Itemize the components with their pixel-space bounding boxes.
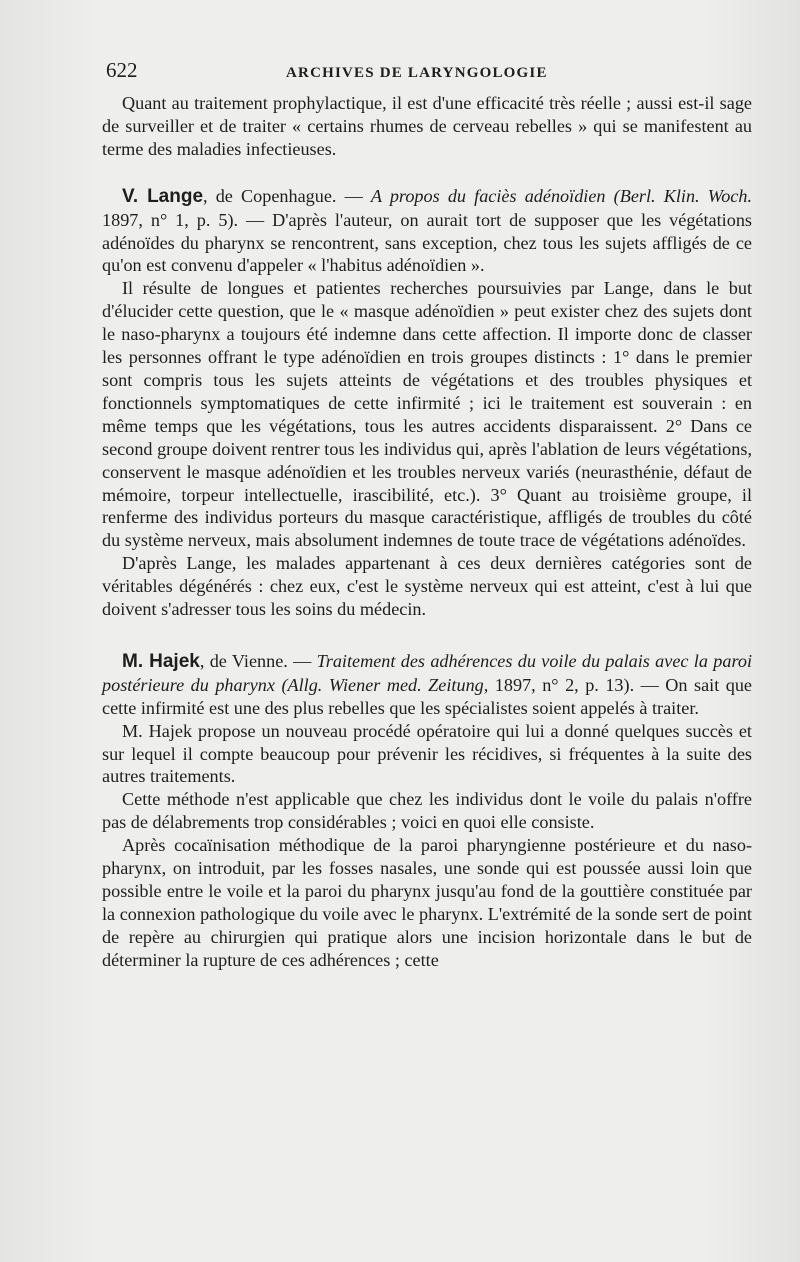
lange-paragraph-2: Il résulte de longues et patientes recherches poursuivies par Lange, dans le but d'élucider cette question, que le « masque adénoïdien » peut exister chez des sujets dont le naso-pharynx a toujours été indemne dans cette affection. Il importe donc de classer les personnes offrant le type adénoïdien en trois groupes distincts : 1° dans le premier sont compris tous les sujets atteints de végétations et des troubles physiques et fonctionnels symptomatiques de cette infirmité ; ici le traitement est souverain : en même temps que les végétations, tous les autres accidents disparaissent. 2° Dans ce second groupe doivent rentrer tous les individus qui, après l'ablation de leurs végétations, conservent le masque adénoïdien et les troubles nerveux variés (neurasthénie, défaut de mémoire, torpeur intellectuelle, irascibilité, etc.). 3° Quant au troisième groupe, il renferme des individus porteurs du masque caractéristique, affligés de troubles du côté du système nerveux, mais absolument indemnes de toute trace de végétations adénoïdes. [102, 278, 752, 551]
section-gap [102, 161, 752, 185]
lange-author: V. Lange [122, 185, 204, 207]
lange-affiliation: , de Copenhague. — [203, 185, 371, 206]
hajek-citation-details: 1897, n° 2, p. 13). — [488, 674, 666, 695]
hajek-author: M. Hajek [122, 650, 200, 672]
page-body [102, 92, 752, 972]
lange-title: A propos du faciès adénoïdien [370, 185, 606, 206]
hajek-paragraph-2: M. Hajek propose un nouveau procédé opératoire qui lui a donné quelques succès et sur lequel il compte beaucoup pour prévenir les récidives, si fréquentes à la suite des autres traitements. [102, 720, 752, 787]
hajek-affiliation: , de Vienne. — [199, 650, 317, 671]
hajek-abstract-lead [102, 650, 752, 720]
hajek-title: Traitement des adhérences du voile du palais avec la paroi postérieure du pharynx [102, 650, 752, 695]
lange-citation-journal: (Berl. Klin. Woch. [613, 185, 753, 206]
lange-paragraph-3: D'après Lange, les malades appartenant à ces deux dernières catégories sont de véritables dégénérés : chez eux, c'est le système nerveux qui est atteint, c'est à lui que doivent s'adresser tous les soins du médecin. [102, 553, 752, 620]
lange-lead-text: D'après l'auteur, on aurait tort de supposer que les végétations adénoïdes du pharynx se rencontrent, sans exception, chez tous les sujets affligés de ce qu'on est convenu d'appeler « l'habitus adénoïdien ». [102, 209, 752, 276]
hajek-lead-text: On sait que cette infirmité est une des plus rebelles que les spécialistes soient appelés à traiter. [102, 674, 753, 718]
page-number: 622 [106, 58, 138, 82]
hajek-citation-journal: (Allg. Wiener med. Zeitung, [281, 674, 489, 695]
lange-citation-details: 1897, n° 1, p. 5). — [102, 209, 273, 230]
lange-abstract-lead [102, 185, 752, 278]
section-gap [102, 621, 752, 650]
hajek-paragraph-3: Cette méthode n'est applicable que chez les individus dont le voile du palais n'offre pas de délabrements trop considérables ; voici en quoi elle consiste. [102, 789, 752, 833]
running-head: ARCHIVES DE LARYNGOLOGIE [286, 65, 548, 81]
page-header [106, 58, 740, 83]
intro-paragraph: Quant au traitement prophylactique, il est d'une efficacité très réelle ; aussi est-il sage de surveiller et de traiter « certains rhumes de cerveau rebelles » qui se manifestent au terme des maladies infectieuses. [102, 93, 752, 159]
hajek-paragraph-4: Après cocaïnisation méthodique de la paroi pharyngienne postérieure et du naso-pharynx, on introduit, par les fosses nasales, une sonde qui est poussée aussi loin que possible entre le voile et la paroi du pharynx jusqu'au fond de la gouttière constituée par la connexion pathologique du voile avec le pharynx. L'extrémité de la sonde sert de point de repère au chirurgien qui pratique alors une incision horizontale dans le but de déterminer la rupture de ces adhérences ; cette [102, 835, 752, 970]
